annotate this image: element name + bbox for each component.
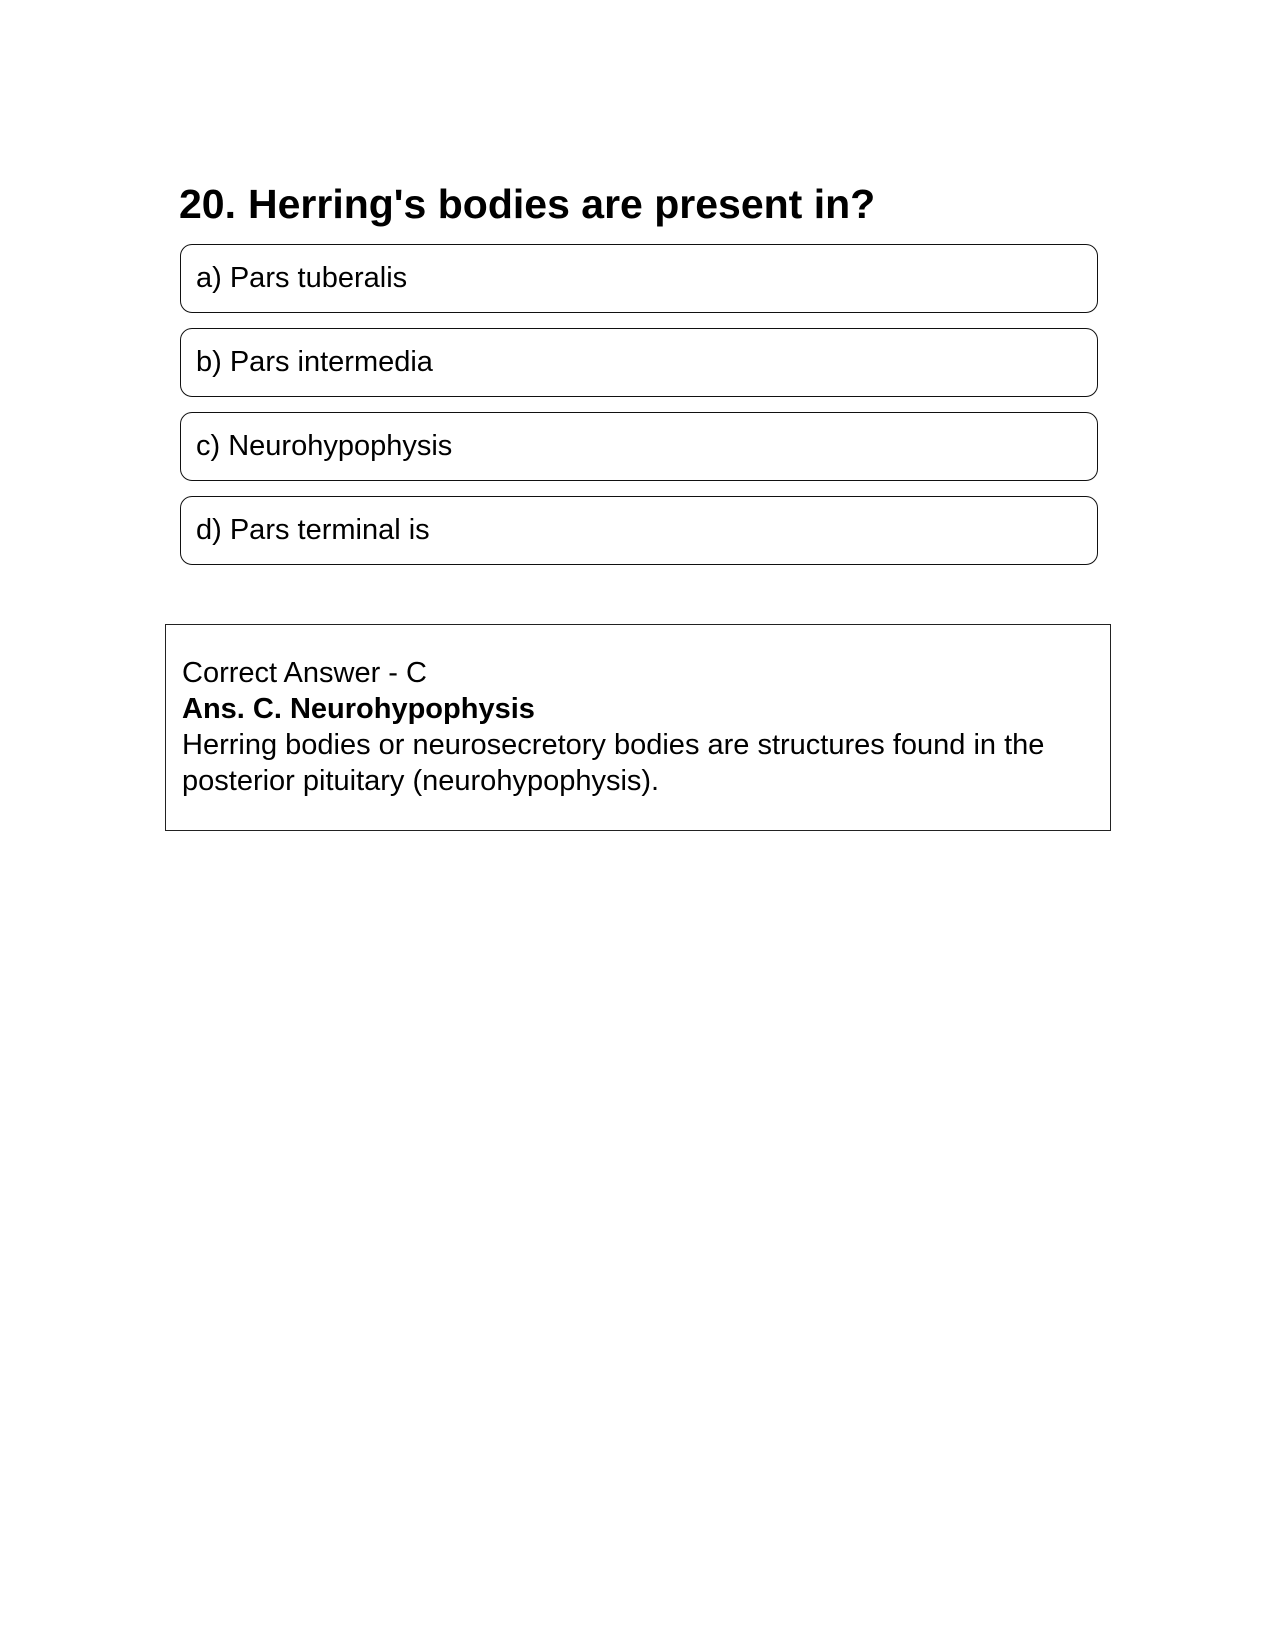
option-a-label: a) Pars tuberalis bbox=[196, 262, 408, 294]
answer-explanation-box bbox=[165, 624, 1111, 831]
option-b[interactable] bbox=[180, 328, 1098, 397]
answer-explanation: Herring bodies or neurosecretory bodies are structures found in the posterior pituitary (neurohypophysis). bbox=[182, 729, 1045, 797]
question-title bbox=[179, 176, 1099, 232]
option-d[interactable] bbox=[180, 496, 1098, 565]
option-c[interactable] bbox=[180, 412, 1098, 481]
option-a[interactable] bbox=[180, 244, 1098, 313]
option-c-label: c) Neurohypophysis bbox=[196, 430, 453, 462]
options-list bbox=[180, 244, 1098, 580]
correct-answer-line: Correct Answer - C bbox=[182, 657, 427, 689]
answer-heading: Ans. C. Neurohypophysis bbox=[182, 693, 535, 725]
option-b-label: b) Pars intermedia bbox=[196, 346, 433, 378]
question-text: Herring's bodies are present in? bbox=[248, 181, 876, 227]
question-number: 20. bbox=[179, 181, 236, 227]
option-d-label: d) Pars terminal is bbox=[196, 514, 430, 546]
